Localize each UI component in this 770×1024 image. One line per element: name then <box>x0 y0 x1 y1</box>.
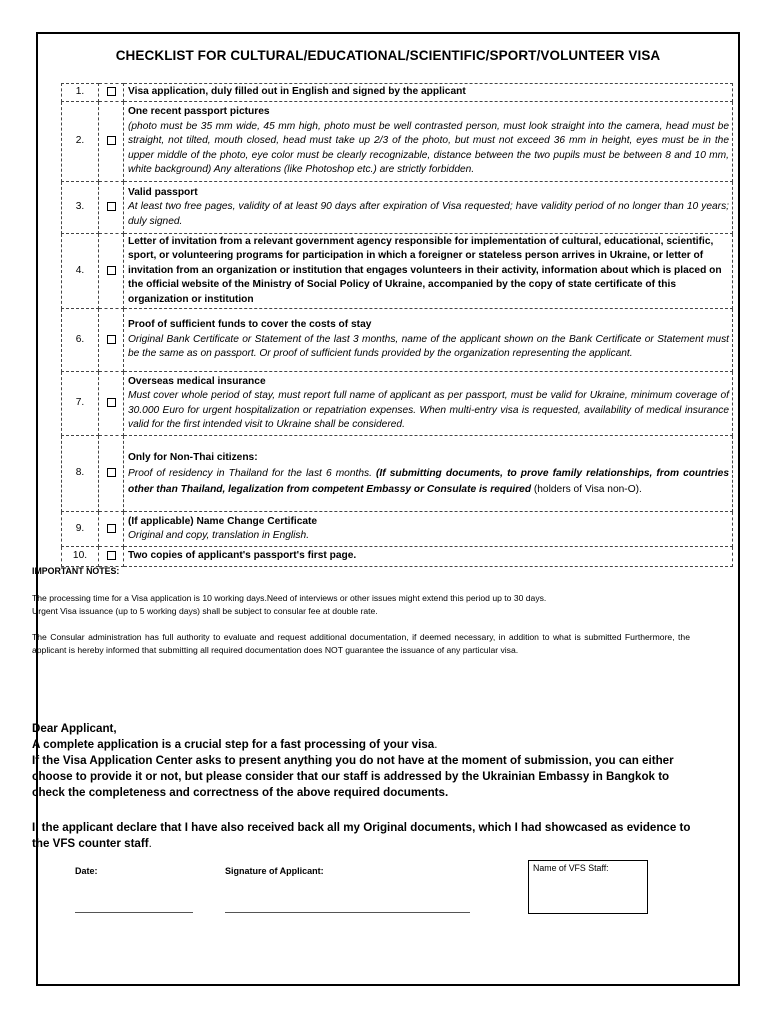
item-description: Original and copy, translation in English. <box>128 530 310 542</box>
table-row <box>62 102 733 182</box>
table-row <box>62 436 733 512</box>
table-row <box>62 372 733 436</box>
signature-line[interactable] <box>225 912 470 913</box>
item-title: Letter of invitation from a relevant government agency responsible for implementation of cultural, educational, scientific, sport, or volunteering programs for participation in which a foreigner or stateless person arrives in Ukraine, or letter of invitation from an organization or institution that engages volunteers in their activity, information about which is placed on the official website of the Ministry of Social Policy of Ukraine, accompanied by the copy of state certificate of this organization or institution <box>128 236 722 305</box>
item-number: 7. <box>62 372 99 436</box>
checkbox[interactable] <box>107 524 116 533</box>
item-number: 4. <box>62 234 99 309</box>
item-title: Only for Non-Thai citizens: <box>128 451 258 463</box>
checklist-table <box>61 83 733 567</box>
table-row <box>62 512 733 547</box>
item-title: Proof of sufficient funds to cover the costs of stay <box>128 319 372 331</box>
item-description: At least two free pages, validity of at least 90 days after expiration of Visa requested; have validity period of no longer than 10 years; duly signed. <box>128 201 729 227</box>
notes-paragraph: The Consular administration has full authority to evaluate and request additional documentation, if deemed necessary, in addition to what is submitted Furthermore, the applicant is hereby informed that submitting all required documentation does NOT guarantee the issuance of any particular visa. <box>32 632 690 655</box>
checkbox[interactable] <box>107 335 116 344</box>
item-description: Proof of residency in Thailand for the last 6 months. (If submitting documents, to prove family relationships, from countries other than Thailand, legalization from competent Embassy or Consulate is required (holders of Visa non-O). <box>128 467 729 495</box>
item-title: Two copies of applicant's passport's first page. <box>128 550 357 562</box>
item-description: Original Bank Certificate or Statement of the last 3 months, name of the applicant shown on the Bank Certificate or Statement must be the same as on passport. Or proof of sufficient funds provided by the organization representing the applicant. <box>128 333 729 360</box>
checkbox[interactable] <box>107 266 116 275</box>
checkbox[interactable] <box>107 87 116 96</box>
item-number: 8. <box>62 436 99 512</box>
item-number: 6. <box>62 309 99 372</box>
signature-label: Signature of Applicant: <box>225 866 324 876</box>
item-title: Overseas medical insurance <box>128 375 266 387</box>
date-label: Date: <box>75 866 98 876</box>
item-title: (If applicable) Name Change Certificate <box>128 515 318 527</box>
checkbox[interactable] <box>107 202 116 211</box>
item-description: (photo must be 35 mm wide, 45 mm high, photo must be well contrasted person, must look straight into the camera, head must be straight, not tilted, mouth closed, head must take up 2/3 of the photo, but must not exceed 36 mm in height, eyes must be in the upper middle of the photo, eye color must be clearly recognizable, distance between the two pupils must be between 8 and 10 mm, white background) Any alterations (like Photoshop etc.) are strictly forbidden. <box>128 120 729 176</box>
checkbox[interactable] <box>107 468 116 477</box>
table-row <box>62 234 733 309</box>
page-title: CHECKLIST FOR CULTURAL/EDUCATIONAL/SCIENTIFIC/SPORT/VOLUNTEER VISA <box>115 48 661 63</box>
checkbox[interactable] <box>107 136 116 145</box>
item-number: 2. <box>62 102 99 182</box>
item-title: Valid passport <box>128 186 198 198</box>
item-number: 9. <box>62 512 99 547</box>
vfs-staff-label: Name of VFS Staff: <box>533 863 609 873</box>
item-number: 1. <box>62 84 99 102</box>
dear-applicant-block: Dear Applicant, A complete application is a crucial step for a fast processing of your visa. If the Visa Application Center asks to present anything you do not have at the moment of submission, you can either choose to provide it or not, but please consider that our staff is addressed by the Ukrainian Embassy in Bangkok to check the completeness and correctness of the above required documents. <box>32 722 674 799</box>
item-number: 10. <box>62 547 99 567</box>
table-row <box>62 309 733 372</box>
checkbox[interactable] <box>107 398 116 407</box>
date-line[interactable] <box>75 912 193 913</box>
table-row <box>62 547 733 567</box>
checkbox[interactable] <box>107 551 116 560</box>
table-row <box>62 84 733 102</box>
declaration: I, the applicant declare that I have also received back all my Original documents, which I had showcased as evidence to the VFS counter staff. <box>32 821 691 850</box>
table-row <box>62 182 733 234</box>
item-number: 3. <box>62 182 99 234</box>
item-title: One recent passport pictures <box>128 106 270 118</box>
item-title: Visa application, duly filled out in English and signed by the applicant <box>128 86 466 98</box>
notes-paragraph: The processing time for a Visa application is 10 working days.Need of interviews or other issues might extend this period up to 30 days. Urgent Visa issuance (up to 5 working days) shall be subject to consular fee at double rate. <box>32 593 547 616</box>
vfs-staff-box[interactable] <box>528 860 648 914</box>
item-description: Must cover whole period of stay, must report full name of applicant as per passport, must be valid for Ukraine, minimum coverage of 30.000 Euro for urgent hospitalization or repatriation expenses. When multi-entry visa is requested, availability of medical insurance valid for the first intended visit to Ukraine shall be considered. <box>128 390 729 430</box>
notes-heading: IMPORTANT NOTES: <box>32 566 120 576</box>
